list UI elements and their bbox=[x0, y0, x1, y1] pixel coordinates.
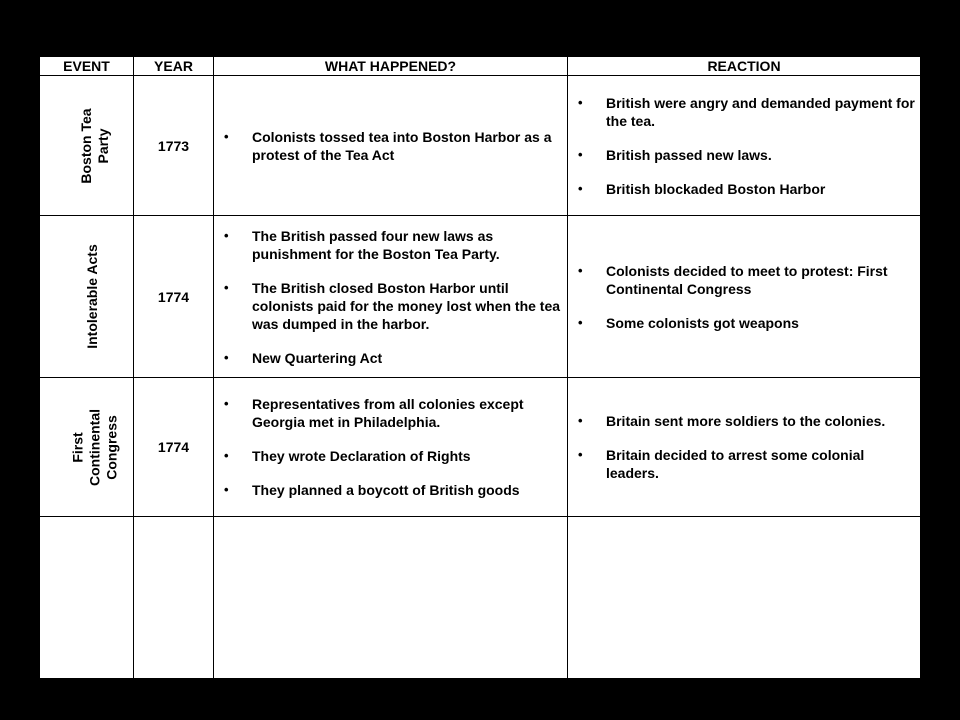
event-name: First Continental Congress bbox=[69, 408, 120, 486]
bullet-icon: • bbox=[578, 413, 583, 428]
list-item bbox=[214, 279, 567, 333]
empty-year-cell bbox=[134, 517, 214, 679]
event-cell bbox=[40, 216, 134, 378]
list-item bbox=[214, 128, 567, 164]
list-item-text: Some colonists got weapons bbox=[606, 314, 799, 331]
reaction-cell bbox=[568, 378, 921, 517]
reaction-cell bbox=[568, 76, 921, 216]
reaction-list bbox=[568, 94, 920, 198]
reaction-list bbox=[568, 262, 920, 332]
list-item bbox=[568, 180, 920, 198]
event-cell bbox=[40, 76, 134, 216]
list-item-text: Colonists tossed tea into Boston Harbor as a protest of the Tea Act bbox=[252, 128, 552, 163]
list-item-text: Britain decided to arrest some colonial leaders. bbox=[606, 447, 865, 481]
list-item-text: Colonists decided to meet to protest: First Continental Congress bbox=[606, 262, 888, 297]
list-item bbox=[214, 447, 567, 465]
bullet-icon: • bbox=[578, 447, 583, 462]
list-item bbox=[568, 446, 920, 482]
table-row bbox=[40, 216, 921, 378]
bullet-icon: • bbox=[578, 262, 583, 278]
header-row bbox=[40, 57, 921, 76]
list-item bbox=[568, 262, 920, 298]
what-happened-list bbox=[214, 128, 567, 164]
list-item-text: The British closed Boston Harbor until colonists paid for the money lost when the tea was dumped in the harbor. bbox=[252, 279, 561, 332]
reaction-list bbox=[568, 412, 920, 482]
bullet-icon: • bbox=[224, 482, 229, 497]
table-row bbox=[40, 76, 921, 216]
bullet-icon: • bbox=[224, 448, 229, 463]
list-item-text: British passed new laws. bbox=[606, 146, 772, 163]
event-cell bbox=[40, 378, 134, 517]
list-item bbox=[214, 395, 567, 431]
event-name: Boston Tea Party bbox=[78, 107, 111, 184]
bullet-icon: • bbox=[578, 94, 583, 110]
header-reaction: REACTION bbox=[568, 57, 921, 76]
bullet-icon: • bbox=[578, 146, 583, 162]
reaction-cell bbox=[568, 216, 921, 378]
year-cell: 1774 bbox=[134, 216, 214, 378]
empty-reaction-cell bbox=[568, 517, 921, 679]
bullet-icon: • bbox=[224, 349, 229, 365]
empty-event-cell bbox=[40, 517, 134, 679]
what-happened-cell bbox=[214, 216, 568, 378]
bullet-icon: • bbox=[578, 314, 583, 330]
list-item bbox=[214, 481, 567, 499]
bullet-icon: • bbox=[224, 128, 229, 144]
table-row bbox=[40, 378, 921, 517]
year-cell: 1773 bbox=[134, 76, 214, 216]
bullet-icon: • bbox=[578, 180, 583, 196]
list-item-text: Representatives from all colonies except Georgia met in Philadelphia. bbox=[252, 396, 524, 430]
bullet-icon: • bbox=[224, 227, 229, 243]
list-item bbox=[568, 146, 920, 164]
what-happened-list bbox=[214, 227, 567, 367]
list-item bbox=[214, 227, 567, 263]
list-item-text: They planned a boycott of British goods bbox=[252, 482, 520, 498]
header-what-happened: WHAT HAPPENED? bbox=[214, 57, 568, 76]
list-item bbox=[568, 314, 920, 332]
history-events-table bbox=[39, 56, 921, 679]
year-cell: 1774 bbox=[134, 378, 214, 517]
list-item bbox=[214, 349, 567, 367]
event-name: Intolerable Acts bbox=[83, 244, 100, 349]
what-happened-list bbox=[214, 395, 567, 499]
list-item-text: British were angry and demanded payment for the tea. bbox=[606, 94, 915, 129]
list-item-text: The British passed four new laws as punishment for the Boston Tea Party. bbox=[252, 227, 500, 262]
list-item bbox=[568, 94, 920, 130]
what-happened-cell bbox=[214, 378, 568, 517]
list-item bbox=[568, 412, 920, 430]
empty-what-happened-cell bbox=[214, 517, 568, 679]
what-happened-cell bbox=[214, 76, 568, 216]
bullet-icon: • bbox=[224, 396, 229, 411]
bullet-icon: • bbox=[224, 279, 229, 295]
list-item-text: British blockaded Boston Harbor bbox=[606, 180, 826, 197]
table-row-empty bbox=[40, 517, 921, 679]
list-item-text: New Quartering Act bbox=[252, 349, 383, 366]
list-item-text: Britain sent more soldiers to the colonies. bbox=[606, 413, 886, 429]
list-item-text: They wrote Declaration of Rights bbox=[252, 448, 471, 464]
header-event: EVENT bbox=[40, 57, 134, 76]
header-year: YEAR bbox=[134, 57, 214, 76]
